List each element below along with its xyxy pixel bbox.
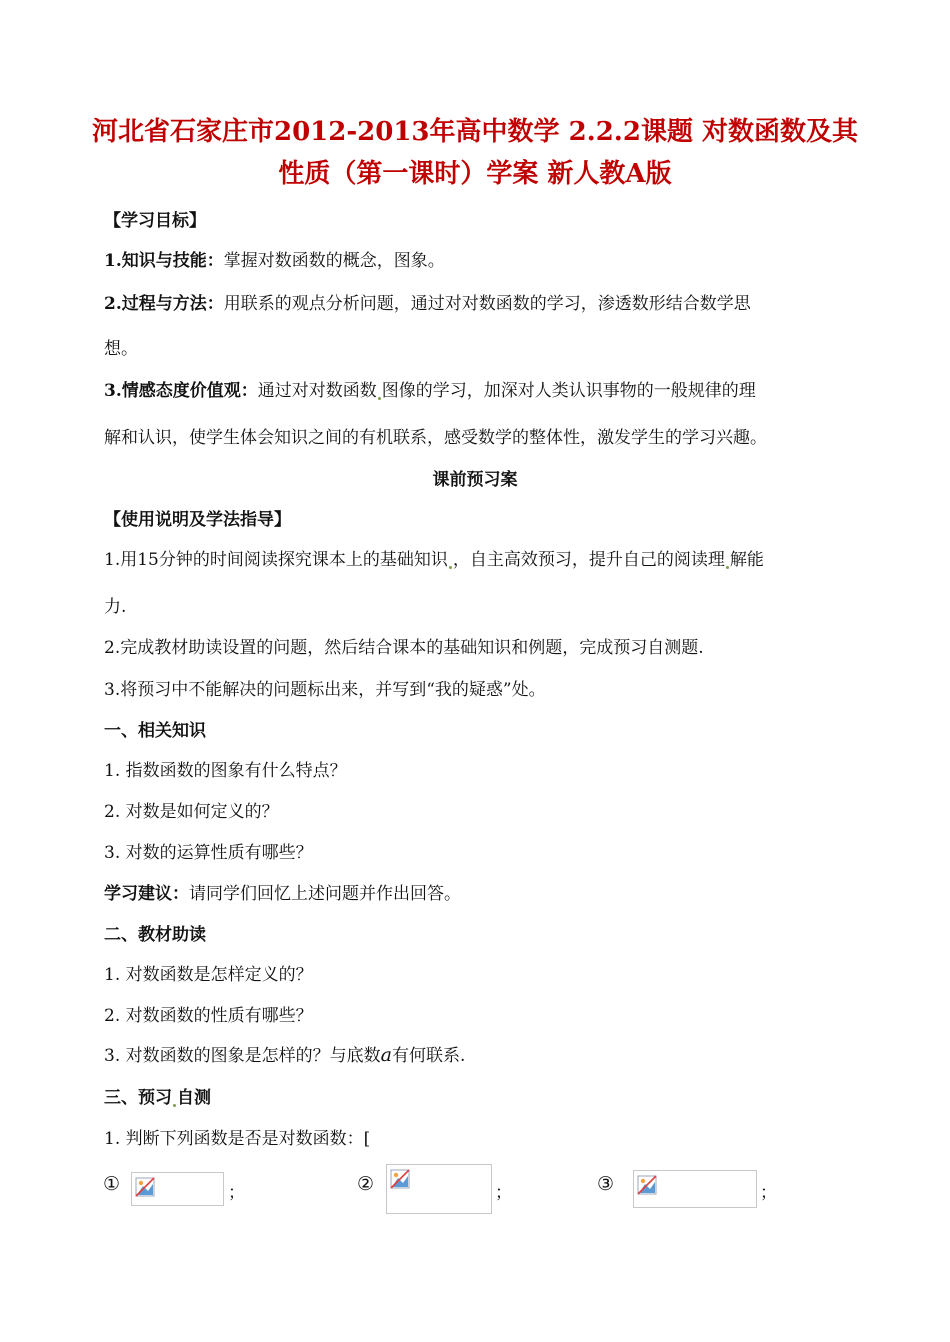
goal-3-text-b: 图像的学习，加深对人类认识事物的一般规律的理 [381, 381, 756, 401]
goal-2-text: 用联系的观点分析问题，通过对对数函数的学习，渗透数形结合数学思 [223, 294, 751, 314]
guide-1-c: 解能 [729, 550, 764, 570]
guide-header: 【使用说明及学法指导】 [104, 510, 291, 530]
broken-image-icon [135, 1177, 155, 1197]
goal-3-text-a: 通过对对数函数 [257, 381, 377, 401]
item-marker-1: ① [103, 1173, 121, 1195]
anchor-dot [726, 566, 729, 569]
study-advice-text: 请同学们回忆上述问题并作出回答。 [189, 884, 461, 904]
anchor-dot [173, 1104, 176, 1107]
goal-1 [104, 246, 445, 271]
broken-image-icon [390, 1169, 410, 1189]
item-marker-3: ③ [597, 1173, 615, 1195]
guide-1-cont: 力. [104, 597, 127, 617]
item-separator-1: ； [228, 1183, 245, 1203]
guide-2: 2.完成教材助读设置的问题，然后结合课本的基础知识和例题，完成预习自测题. [104, 638, 704, 658]
goals-header: 【学习目标】 [104, 211, 206, 231]
section2-q3 [104, 1041, 465, 1066]
guide-1 [104, 545, 764, 570]
formula-image-3 [633, 1170, 757, 1208]
section2-q1: 1. 对数函数是怎样定义的？ [104, 965, 313, 985]
doc-title-line1: 河北省石家庄市2012-2013年高中数学 2.2.2课题 对数函数及其 [92, 117, 858, 147]
section3-heading-b: 自测 [177, 1088, 211, 1108]
formula-image-2 [386, 1164, 492, 1214]
section3-heading [104, 1083, 211, 1108]
variable-a: a [380, 1044, 392, 1066]
guide-1-b: ，自主高效预习，提升自己的阅读理 [452, 550, 725, 570]
section1-q1: 1. 指数函数的图象有什么特点？ [104, 761, 347, 781]
section3-q1: 1. 判断下列函数是否是对数函数：[ [104, 1129, 371, 1149]
doc-title-line2: 性质（第一课时）学案 新人教A版 [278, 159, 672, 189]
goal-2 [104, 289, 751, 314]
section3-heading-a: 三、预习 [104, 1088, 172, 1108]
study-advice-label: 学习建议： [104, 884, 189, 904]
broken-image-icon [637, 1175, 657, 1195]
section2-q3-b: 有何联系. [391, 1046, 466, 1066]
section1-heading: 一、相关知识 [104, 721, 206, 741]
section2-q3-a: 3. 对数函数的图象是怎样的？与底数 [104, 1046, 381, 1066]
section2-heading: 二、教材助读 [104, 925, 206, 945]
goal-1-label: 1.知识与技能： [104, 251, 224, 271]
item-separator-2: ； [495, 1183, 512, 1203]
goal-3-cont: 解和认识，使学生体会知识之间的有机联系，感受数学的整体性，激发学生的学习兴趣。 [104, 428, 767, 448]
section2-q2: 2. 对数函数的性质有哪些？ [104, 1006, 313, 1026]
anchor-dot [449, 566, 452, 569]
item-separator-3: ； [760, 1183, 777, 1203]
section1-q3: 3. 对数的运算性质有哪些？ [104, 843, 313, 863]
guide-1-a: 1.用15分钟的时间阅读探究课本上的基础知识 [104, 550, 448, 570]
goal-1-text: 掌握对数函数的概念，图象。 [223, 251, 445, 271]
formula-image-1 [131, 1172, 224, 1206]
goal-2-label: 2.过程与方法： [104, 294, 224, 314]
anchor-dot [378, 397, 381, 400]
study-advice [104, 879, 461, 904]
item-marker-2: ② [357, 1173, 375, 1195]
goal-2-cont: 想。 [104, 339, 138, 359]
goal-3 [104, 376, 756, 401]
section1-q2: 2. 对数是如何定义的？ [104, 802, 279, 822]
guide-3: 3.将预习中不能解决的问题标出来，并写到“我的疑惑”处。 [104, 680, 546, 700]
goal-3-label: 3.情感态度价值观： [104, 381, 258, 401]
preview-heading: 课前预习案 [432, 470, 518, 490]
